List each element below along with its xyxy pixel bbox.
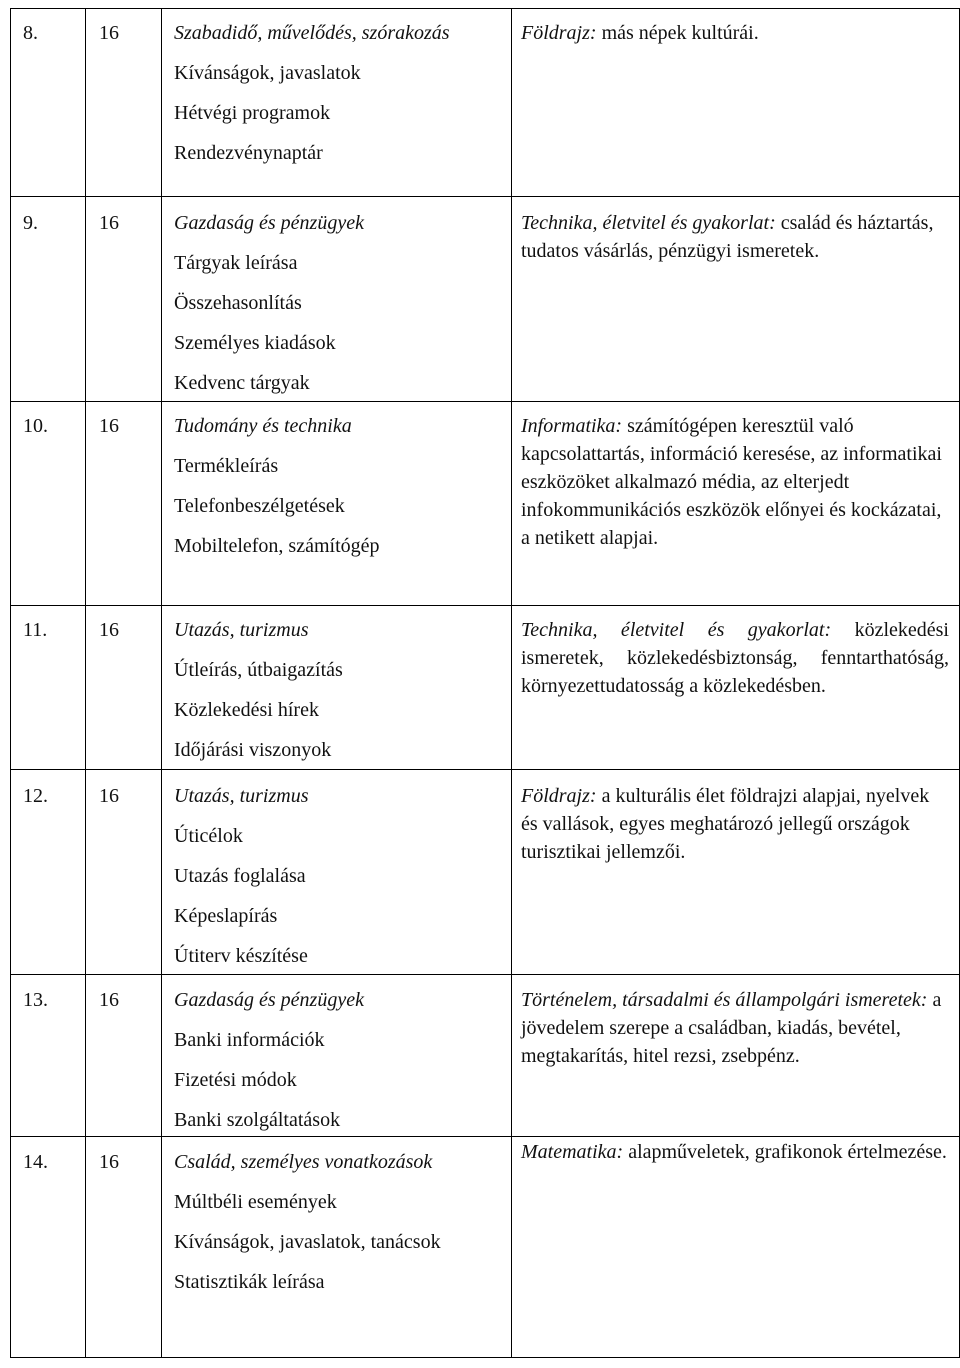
topic-list [174, 782, 499, 982]
topic-title: Utazás, turizmus [174, 619, 309, 641]
topic-list [174, 986, 499, 1146]
topic-item: Banki szolgáltatások [174, 1109, 341, 1131]
topic-item: Tárgyak leírása [174, 252, 298, 274]
lesson-number: 14. [23, 1151, 48, 1173]
subject-name: Informatika: [521, 415, 623, 437]
topic-item: Mobiltelefon, számítógép [174, 535, 380, 557]
topic-title: Gazdaság és pénzügyek [174, 989, 364, 1011]
lesson-hours: 16 [99, 619, 119, 641]
topic-list [174, 209, 499, 409]
topic-title: Szabadidő, művelődés, szórakozás [174, 22, 450, 44]
topic-item: Hétvégi programok [174, 102, 331, 124]
subject-name: Földrajz: [521, 785, 597, 807]
lesson-hours: 16 [99, 22, 119, 44]
lesson-hours: 16 [99, 989, 119, 1011]
link-text: közlekedési ismeretek, közlekedésbiztonság, fenntarthatóság, környezettudatosság a közlekedésben. [521, 619, 949, 697]
subject-name: Matematika: [521, 1141, 624, 1163]
cross-curricular-links [521, 19, 949, 47]
lesson-number: 12. [23, 785, 48, 807]
topic-list [174, 616, 499, 776]
lesson-hours: 16 [99, 1151, 119, 1173]
topic-item: Utazás foglalása [174, 865, 306, 887]
topic-item: Időjárási viszonyok [174, 739, 332, 761]
topic-item: Kedvenc tárgyak [174, 372, 310, 394]
lesson-hours: 16 [99, 785, 119, 807]
topic-item: Statisztikák leírása [174, 1271, 325, 1293]
topic-item: Kívánságok, javaslatok, tanácsok [174, 1231, 441, 1253]
cross-curricular-links [521, 986, 949, 1070]
lesson-hours: 16 [99, 212, 119, 234]
cross-curricular-links [521, 412, 949, 552]
lesson-number: 8. [23, 22, 38, 44]
column-divider [161, 9, 162, 1357]
topic-item: Kívánságok, javaslatok [174, 62, 361, 84]
link-text: számítógépen keresztül való kapcsolattartás, információ keresése, az informatikai eszközöket alkalmazó média, az elterjedt infokommunikációs eszközök előnyei és kockázatai, a netikett alapjai. [521, 415, 942, 549]
topic-item: Útleírás, útbaigazítás [174, 659, 343, 681]
link-text: a kulturális élet földrajzi alapjai, nyelvek és vallások, egyes meghatározó jellegű országok turisztikai jellemzői. [521, 785, 930, 863]
curriculum-table [10, 8, 960, 1358]
topic-item: Termékleírás [174, 455, 279, 477]
topic-item: Útiterv készítése [174, 945, 308, 967]
topic-item: Múltbéli események [174, 1191, 337, 1213]
row-divider [11, 196, 959, 197]
subject-name: Technika, életvitel és gyakorlat: [521, 619, 832, 641]
topic-title: Család, személyes vonatkozások [174, 1151, 433, 1173]
column-divider [511, 9, 512, 1357]
cross-curricular-links [521, 209, 949, 265]
lesson-number: 13. [23, 989, 48, 1011]
cross-curricular-links [521, 616, 949, 700]
topic-item: Közlekedési hírek [174, 699, 319, 721]
cross-curricular-links [521, 782, 949, 866]
topic-item: Rendezvénynaptár [174, 142, 323, 164]
link-text: a jövedelem szerepe a családban, kiadás, bevétel, megtakarítás, hitel rezsi, zsebpénz. [521, 989, 942, 1067]
link-text: család és háztartás, tudatos vásárlás, pénzügyi ismeretek. [521, 212, 934, 262]
row-divider [11, 605, 959, 606]
subject-name: Technika, életvitel és gyakorlat: [521, 212, 776, 234]
lesson-hours: 16 [99, 415, 119, 437]
topic-title: Utazás, turizmus [174, 785, 309, 807]
topic-item: Összehasonlítás [174, 292, 302, 314]
topic-item: Személyes kiadások [174, 332, 336, 354]
column-divider [85, 9, 86, 1357]
lesson-number: 9. [23, 212, 38, 234]
topic-title: Tudomány és technika [174, 415, 352, 437]
link-text: alapműveletek, grafikonok értelmezése. [623, 1141, 947, 1163]
topic-item: Banki információk [174, 1029, 325, 1051]
topic-item: Fizetési módok [174, 1069, 297, 1091]
lesson-number: 11. [23, 619, 48, 641]
topic-list [174, 19, 499, 179]
cross-curricular-links [521, 1138, 949, 1166]
topic-title: Gazdaság és pénzügyek [174, 212, 364, 234]
subject-name: Földrajz: [521, 22, 597, 44]
topic-list [174, 412, 499, 572]
topic-item: Úticélok [174, 825, 243, 847]
topic-list [174, 1148, 499, 1308]
subject-name: Történelem, társadalmi és állampolgári ismeretek: [521, 989, 928, 1011]
link-text: más népek kultúrái. [596, 22, 759, 44]
topic-item: Képeslapírás [174, 905, 278, 927]
lesson-number: 10. [23, 415, 48, 437]
topic-item: Telefonbeszélgetések [174, 495, 345, 517]
